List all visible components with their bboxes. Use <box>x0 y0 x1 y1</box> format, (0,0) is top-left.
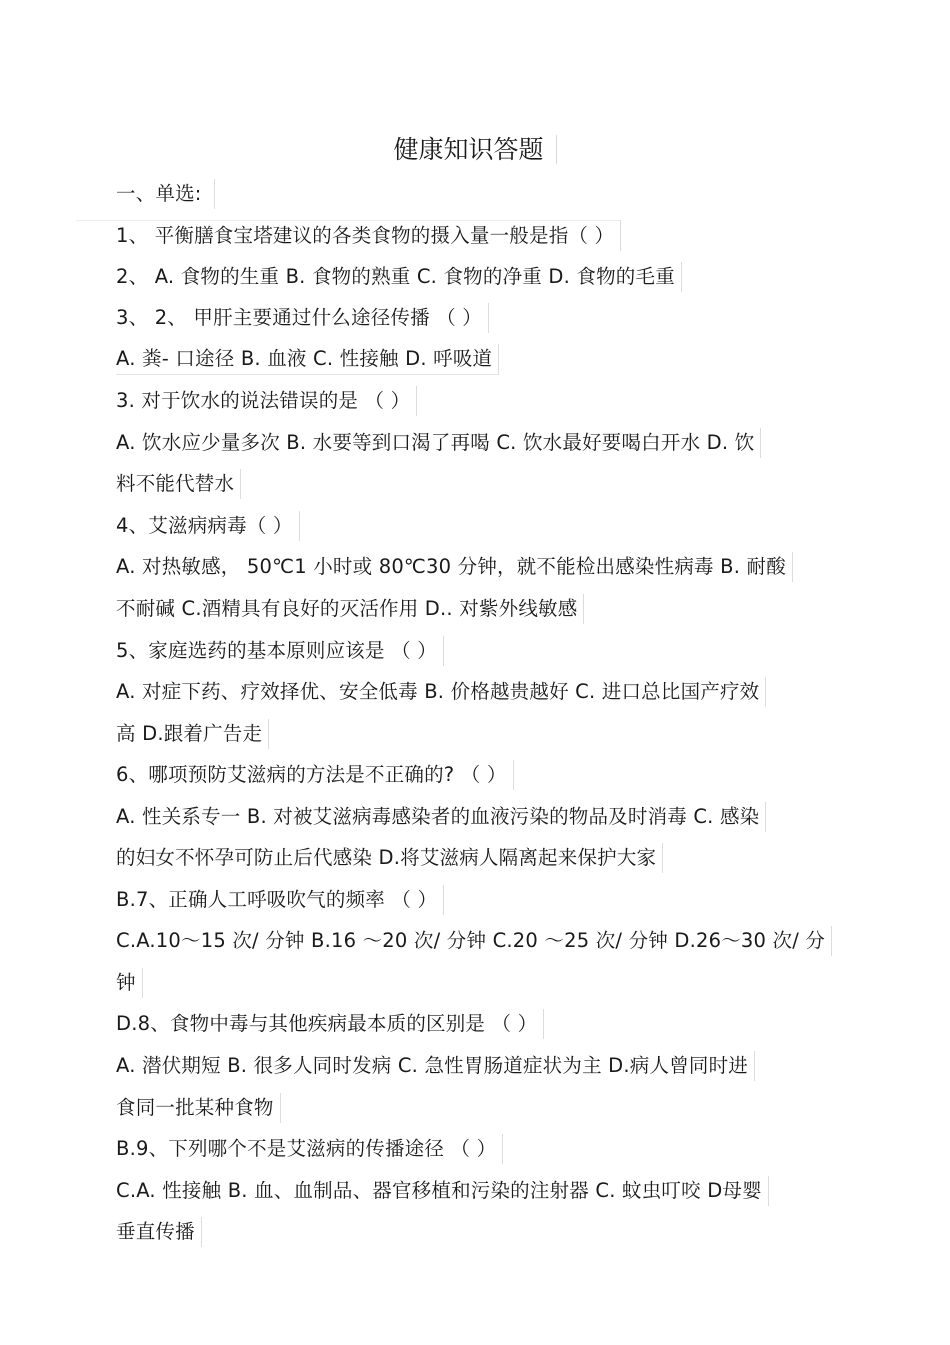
text-line-content: A. 性关系专一 B. 对被艾滋病毒感染者的血液污染的物品及时消毒 C. 感染 <box>116 802 766 832</box>
text-line-content: 高 D.跟着广告走 <box>116 719 269 749</box>
text-line-content: 的妇女不怀孕可防止后代感染 D.将艾滋病人隔离起来保护大家 <box>116 843 663 873</box>
text-line <box>116 1044 836 1086</box>
text-line-content: 6、哪项预防艾滋病的方法是不正确的? （ ） <box>116 760 514 790</box>
text-line-content: 垂直传播 <box>116 1217 202 1247</box>
text-line <box>116 1086 836 1128</box>
text-line <box>116 1211 836 1253</box>
document-title-text: 健康知识答题 <box>393 135 556 164</box>
text-line-content: 5、家庭选药的基本原则应该是 （ ） <box>116 636 444 666</box>
text-line-content: 2、 A. 食物的生重 B. 食物的熟重 C. 食物的净重 D. 食物的毛重 <box>116 262 682 292</box>
text-line <box>116 629 836 671</box>
text-line-content: A. 对热敏感， 50℃1 小时或 80℃30 分钟，就不能检出感染性病毒 B. 耐酸 <box>116 552 793 582</box>
text-line <box>116 546 836 588</box>
text-line <box>116 214 836 256</box>
text-line-content: 钟 <box>116 968 143 998</box>
text-line <box>116 504 836 546</box>
text-line <box>116 297 836 339</box>
text-line <box>116 255 836 297</box>
document-title <box>0 130 950 170</box>
text-line-content: 食同一批某种食物 <box>116 1093 281 1123</box>
text-line <box>116 380 836 422</box>
text-line-content: 1、 平衡膳食宝塔建议的各类食物的摄入量一般是指（ ） <box>76 220 621 251</box>
text-line <box>116 1169 836 1211</box>
text-line-content: 4、艾滋病病毒（ ） <box>116 511 300 541</box>
text-line-content: C.A.10～15 次/ 分钟 B.16 ～20 次/ 分钟 C.20 ～25 次/ 分钟 D.26～30 次/ 分 <box>116 926 832 956</box>
question-lines <box>116 172 836 1252</box>
text-line-content: A. 对症下药、疗效择优、安全低毒 B. 价格越贵越好 C. 进口总比国产疗效 <box>116 677 766 707</box>
text-line-content: B.9、下列哪个不是艾滋病的传播途径 （ ） <box>116 1134 503 1164</box>
text-line <box>116 712 836 754</box>
text-line <box>116 837 836 879</box>
text-line <box>116 1128 836 1170</box>
text-line-content: A. 饮水应少量多次 B. 水要等到口渴了再喝 C. 饮水最好要喝白开水 D. 饮 <box>116 428 761 458</box>
text-line-content: A. 粪- 口途径 B. 血液 C. 性接触 D. 呼吸道 <box>116 344 499 375</box>
text-line <box>116 338 836 380</box>
text-line <box>116 920 836 962</box>
text-line-content: 料不能代替水 <box>116 469 241 499</box>
text-line-content: A. 潜伏期短 B. 很多人同时发病 C. 急性胃肠道症状为主 D.病人曾同时进 <box>116 1051 755 1081</box>
text-line-content: D.8、食物中毒与其他疾病最本质的区别是 （ ） <box>116 1009 544 1039</box>
text-line <box>116 463 836 505</box>
text-line-content: 3. 对于饮水的说法错误的是 （ ） <box>116 386 417 416</box>
text-line <box>116 878 836 920</box>
text-line <box>116 671 836 713</box>
text-line-content: 3、 2、 甲肝主要通过什么途径传播 （ ） <box>116 303 489 333</box>
text-line <box>116 1003 836 1045</box>
section-heading-text: 一、单选: <box>116 179 215 209</box>
text-line <box>116 587 836 629</box>
text-line <box>116 421 836 463</box>
text-line <box>116 754 836 796</box>
text-line-content: C.A. 性接触 B. 血、血制品、器官移植和污染的注射器 C. 蚊虫叮咬 D母婴 <box>116 1176 769 1206</box>
text-line-content: B.7、正确人工呼吸吹气的频率 （ ） <box>116 885 444 915</box>
text-line <box>116 961 836 1003</box>
text-line-content: 不耐碱 C.酒精具有良好的灭活作用 D.. 对紫外线敏感 <box>116 594 584 624</box>
text-line <box>116 795 836 837</box>
section-heading <box>116 172 836 214</box>
